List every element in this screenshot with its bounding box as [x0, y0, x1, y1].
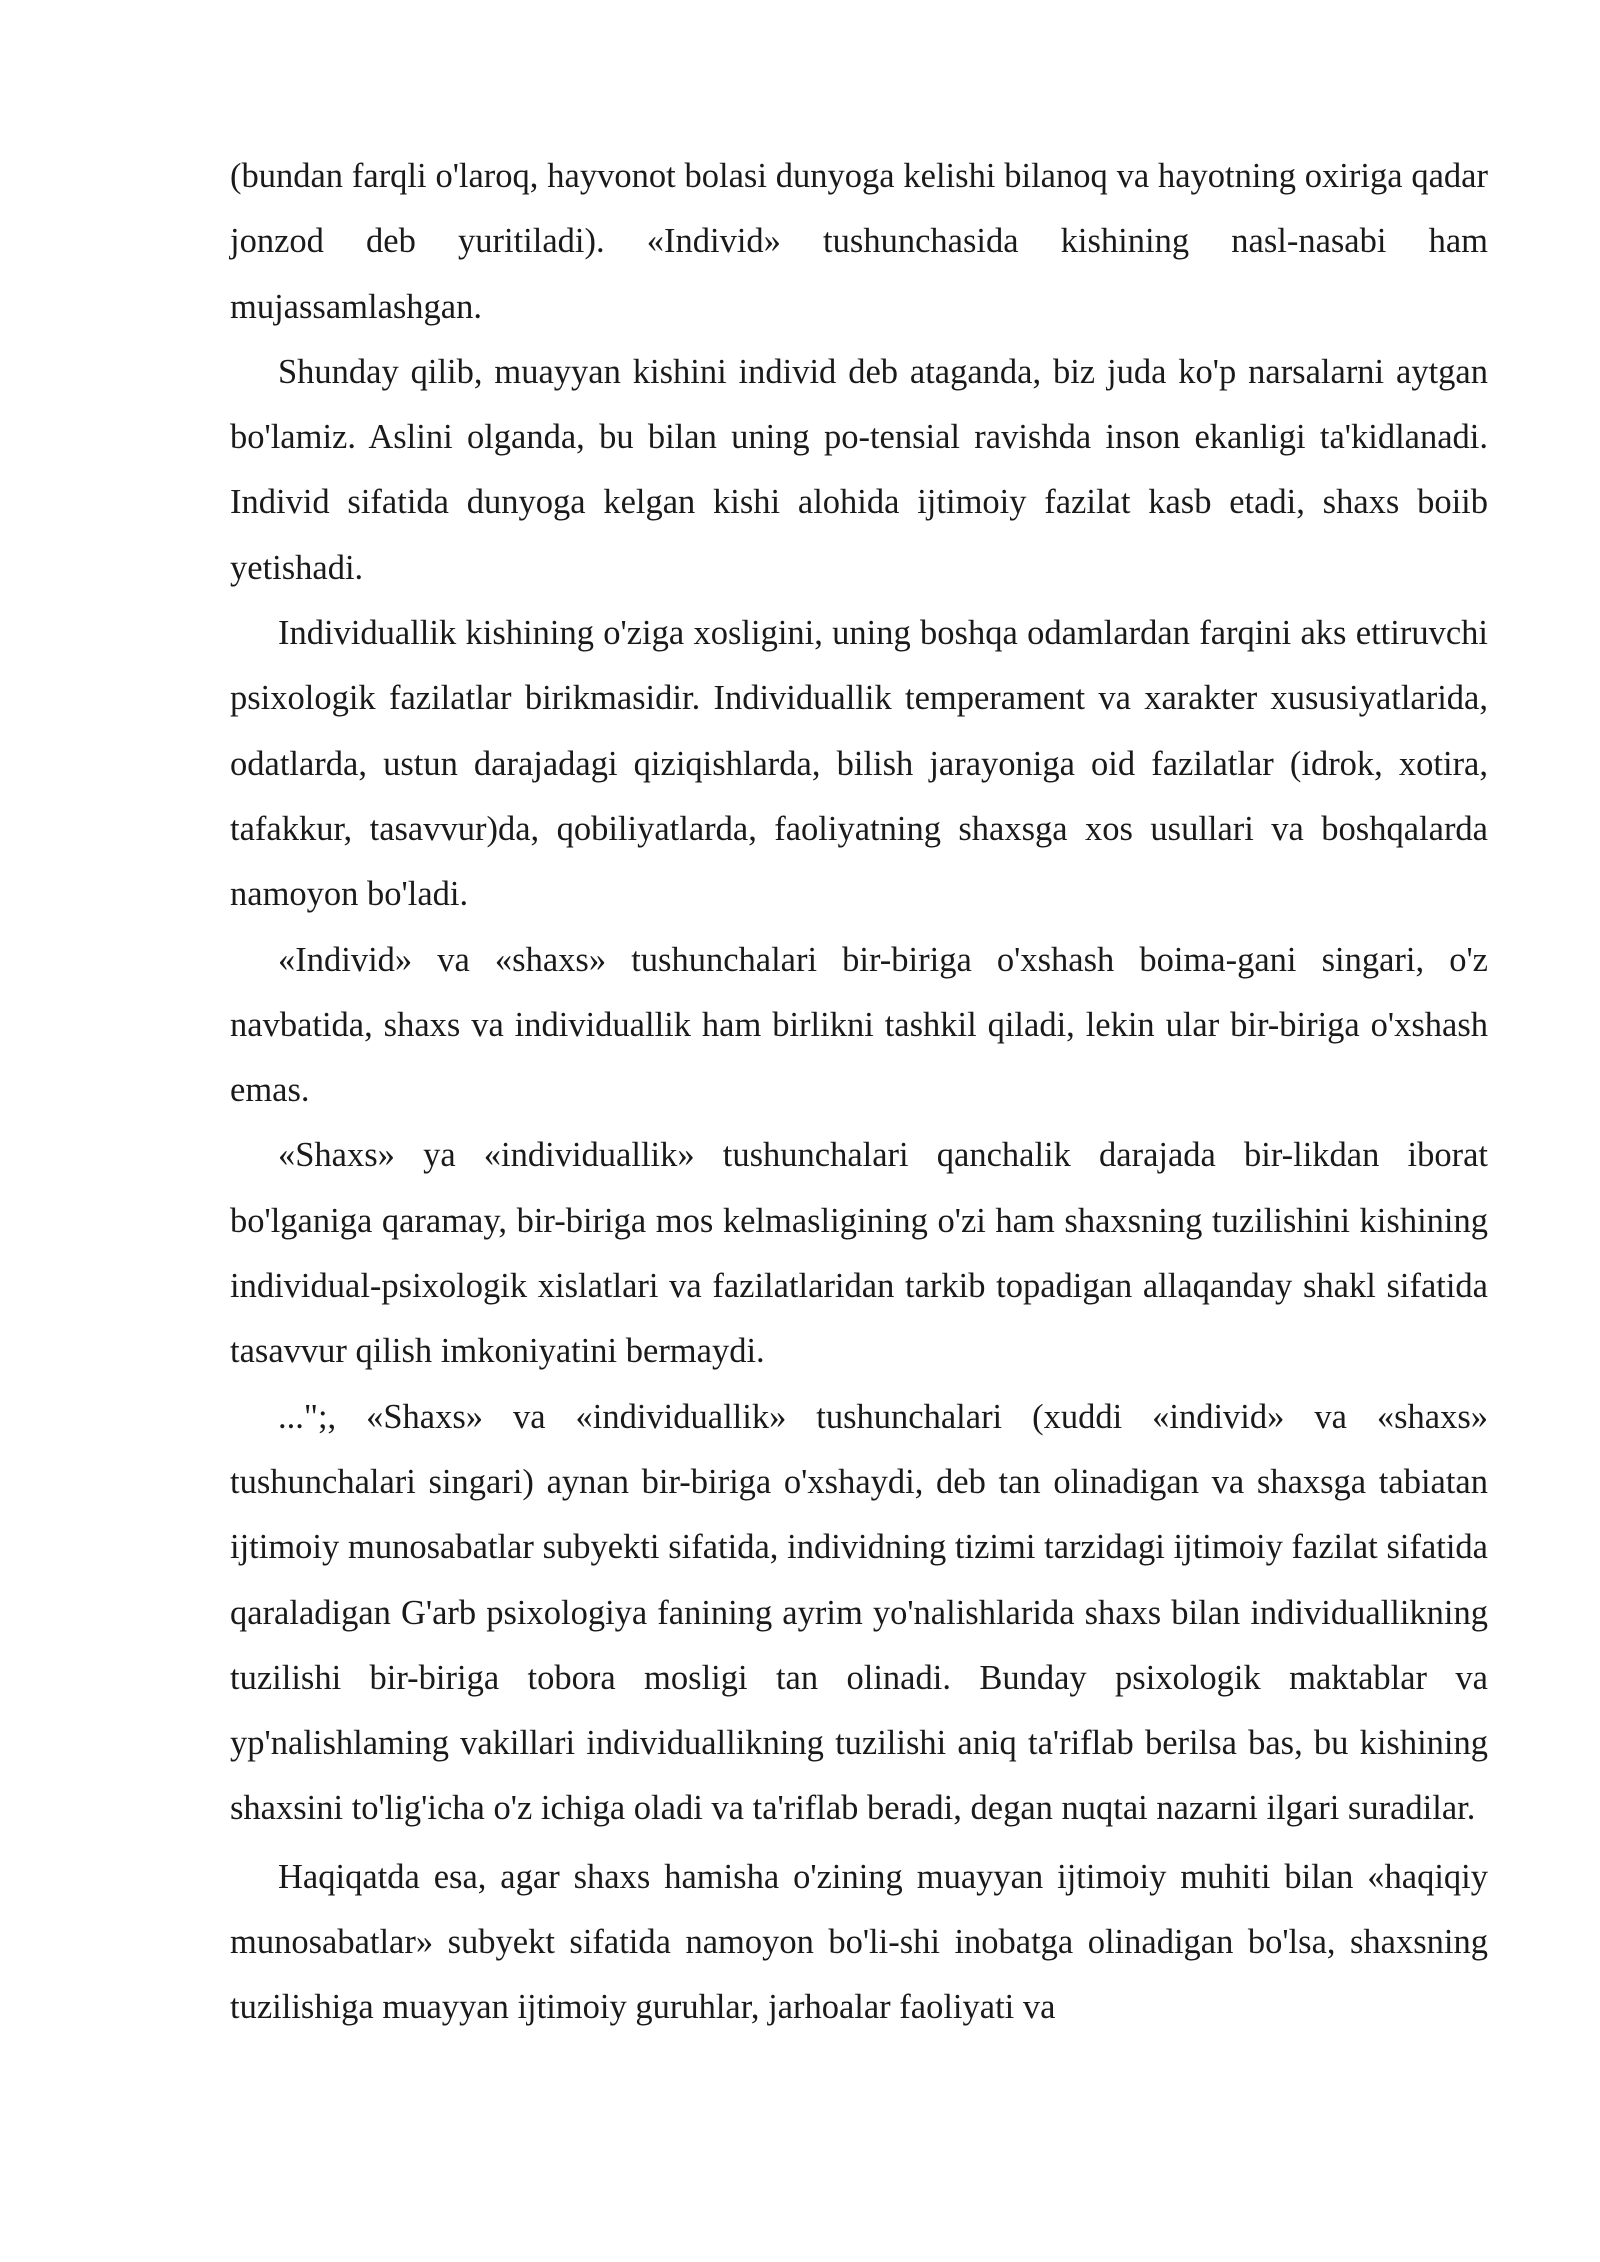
document-body: [230, 144, 1488, 2041]
paragraph-2: Shunday qilib, muayyan kishini individ deb ataganda, biz juda ko'p narsalarni aytgan bo'lamiz. Aslini olganda, bu bilan uning po-tensial ravishda inson ekanligi ta'kidlanadi. Individ sifatida dunyoga kelgan kishi alohida ijtimoiy fazilat kasb etadi, shaxs boiib yetishadi.: [230, 352, 1488, 587]
paragraph-6: ...";, «Shaxs» va «individuallik» tushunchalari (xuddi «individ» va «shaxs» tushunchalari singari) aynan bir-biriga o'xshaydi, deb tan olinadigan va shaxsga tabiatan ijtimoiy munosabatlar subyekti sifatida, individning tizimi tarzidagi ijtimoiy fazilat sifatida qaraladigan G'arb psixologiya fanining ayrim yo'nalishlarida shaxs bilan individuallikning tuzilishi bir-biriga tobora mosligi tan olinadi. Bunday psixologik maktablar va yp'nalishlaming vakillari individuallikning tuzilishi aniq ta'riflab berilsa bas, bu kishining shaxsini to'lig'icha o'z ichiga oladi va ta'riflab beradi, degan nuqtai nazarni ilgari suradilar.: [230, 1397, 1488, 1828]
paragraph-4: «Individ» va «shaxs» tushunchalari bir-biriga o'xshash boima-gani singari, o'z navbatida, shaxs va individuallik ham birlikni tashkil qiladi, lekin ular bir-biriga o'xshash emas.: [230, 940, 1488, 1110]
paragraph-7: Haqiqatda esa, agar shaxs hamisha o'zining muayyan ijtimoiy muhiti bilan «haqiqiy munosabatlar» subyekt sifatida namoyon bo'li-shi inobatga olinadigan bo'lsa, shaxsning tuzilishiga muayyan ijtimoiy guruhlar, jarhoalar faoliyati va: [230, 1857, 1488, 2027]
paragraph-5: «Shaxs» ya «individuallik» tushunchalari qanchalik darajada bir-likdan iborat bo'lganiga qaramay, bir-biriga mos kelmasligining o'zi ham shaxsning tuzilishini kishining individual-psixologik xislatlari va fazilatlaridan tarkib topadigan allaqanday shakl sifatida tasavvur qilish imkoniyatini bermaydi.: [230, 1136, 1488, 1371]
paragraph-3: Individuallik kishining o'ziga xosligini, uning boshqa odamlardan farqini aks ettiruvchi psixologik fazilatlar birikmasidir. Individuallik temperament va xarakter xususiyatlarida, odatlarda, ustun darajadagi qiziqishlarda, bilish jarayoniga oid fazilatlar (idrok, xotira, tafakkur, tasavvur)da, qobiliyatlarda, faoliyatning shaxsga xos usullari va boshqalarda namoyon bo'ladi.: [230, 614, 1488, 914]
paragraph-1: (bundan farqli o'laroq, hayvonot bolasi dunyoga kelishi bilanoq va hayotning oxiriga qadar jonzod deb yuritiladi). «Individ» tushunchasida kishining nasl-nasabi ham mujassamlashgan.: [230, 157, 1488, 326]
